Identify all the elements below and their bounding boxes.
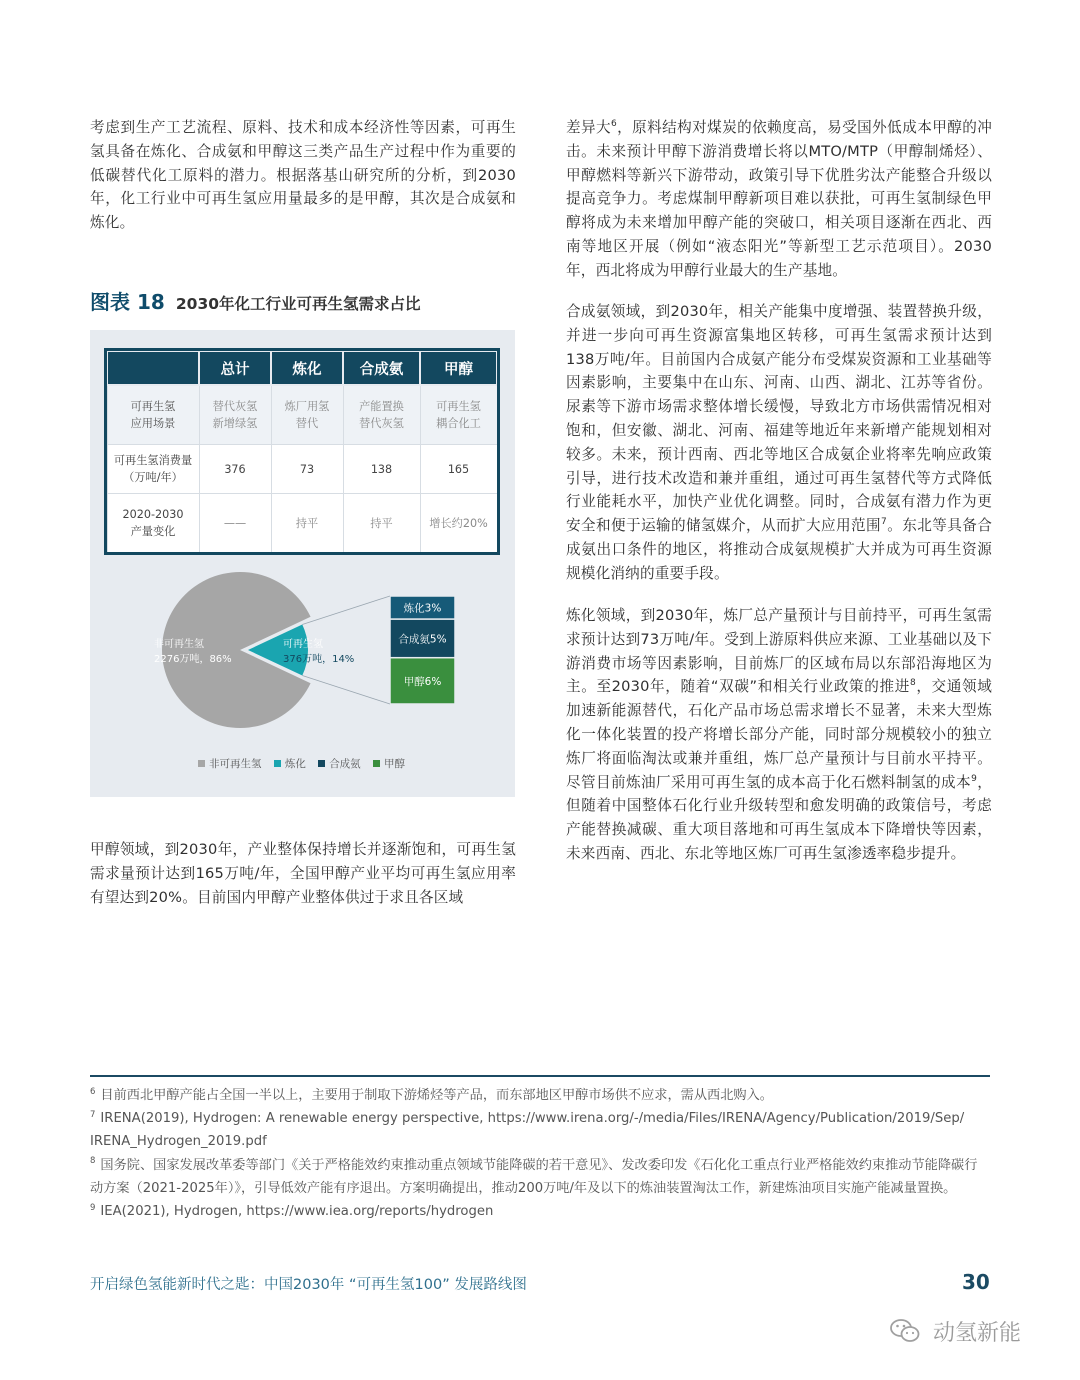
footnote-ref: 6 [611,119,617,130]
demand-table [106,350,498,553]
table-header-cell: 炼化 [271,351,343,385]
running-footer: 开启绿色氢能新时代之匙：中国2030年 “可再生氢100” 发展路线图 [90,1277,527,1293]
row-label: 可再生氢 应用场景 [107,385,199,445]
table-cell: 138 [343,445,420,494]
table-cell: 炼厂用氢 替代 [271,385,343,445]
table-cell: 替代灰氢 新增绿氢 [199,385,271,445]
page-number: 30 [962,1270,990,1294]
connector-line [302,596,390,624]
table-cell: 376 [199,445,271,494]
table-header-cell [107,351,199,385]
table-cell: 165 [420,445,497,494]
legend-swatch [318,760,325,767]
table-cell: 可再生氢 耦合化工 [420,385,497,445]
row-label: 2020-2030 产量变化 [107,494,199,553]
table-row [107,385,497,445]
table-cell: 持平 [343,494,420,553]
figure-panel [90,330,515,797]
table-row [107,494,497,553]
footnote: $^6$ 目前西北甲醇产能占全国一半以上，主要用于制取下游烯烃等产品，而东部地区甲醇市场供不应求，需从西北购入。 [90,1086,773,1103]
figure-caption: 2030年化工行业可再生氢需求占比 [175,295,421,313]
body-paragraph: 差异大$^6$，原料结构对煤炭的依赖度高，易受国外低成本甲醇的冲击。未来预计甲醇下游消费增长将以MTO/MTP（甲醇制烯烃）、甲醇燃料等新兴下游带动，政策引导下优胜劣汰产能整合升级以提高竞争力。考虑煤制甲醇新项目难以获批，可再生氢制绿色甲醇将成为未来增加甲醇产能的突破口，相关项目逐渐在西北、西南等地区开展（例如“液态阳光”等新型工艺示范项目）。2030年，西北将成为甲醇行业最大的生产基地。 [566,119,992,279]
body-paragraph [90,838,516,909]
table-header-cell: 总计 [199,351,271,385]
wechat-icon [890,1318,920,1350]
body-paragraph: 合成氨领域，到2030年，相关产能集中度增强、装置替换升级，并进一步向可再生资源富集地区转移，可再生氢需求预计达到138万吨/年。目前国内合成氨产能分布受煤炭资源和工业基础等因素影响，主要集中在山东、河南、山西、湖北、江苏等省份。尿素等下游市场需求整体增长缓慢，导致北方市场供需情况相对饱和，但安徽、湖北、河南、福建等地近年来新增产能规划相对较多。未来，预计西南、西北等地区合成氨企业将率先响应政策引导，进行技术改造和兼并重组，通过可再生氢替代等方式降低行业能耗水平，加快产业优化调整。同时，合成氨有潜力作为更安全和便于运输的储氢媒介，从而扩大应用范围$^7$。东北等具备合成氨出口条件的地区，将推动合成氨规模扩大并成为可再生资源规模化消纳的重要手段。 [566,303,992,582]
footnote: $^8$ 国务院、国家发展改革委等部门《关于严格能效约束推动重点领域节能降碳的若干意见》、发改委印发《石化化工重点行业严格能效约束推动节能降碳行动方案（2021-2025年）》，引导低效产能有序退出。方案明确提出，推动200万吨/年及以下的炼油装置淘汰工作，新建炼油项目实施产能减量置换。 [90,1156,978,1196]
legend-item: 非可再生氢 [198,756,262,771]
footnote-ref: 8 [909,678,916,689]
table-cell: 产能置换 替代灰氢 [343,385,420,445]
breakdown-bar-label: 甲醇6% [403,675,442,688]
table-header-cell: 合成氨 [343,351,420,385]
legend-item: 甲醇 [373,756,405,771]
legend-swatch [274,760,281,767]
footnote-ref: 9 [971,773,977,784]
figure-title [90,286,421,315]
footnotes [90,1084,990,1223]
paragraph-text: 甲醇领域，到2030年，产业整体保持增长并逐渐饱和，可再生氢需求量预计达到165万吨/年，全国甲醇产业平均可再生氢应用率有望达到20%。目前国内甲醇产业整体供过于求且各区域 [90,841,516,906]
pie-label: 可再生氢 [283,639,323,650]
row-label: 可再生氢消费量 （万吨/年） [107,445,199,494]
breakdown-bar-label: 炼化3% [403,602,442,615]
breakdown-bar-label: 合成氨5% [398,633,447,646]
pie-value-label: 2276万吨，86% [154,654,232,665]
table-row [107,445,497,494]
watermark [890,1316,1021,1350]
table-cell: 增长约20% [420,494,497,553]
legend-item: 炼化 [274,756,306,771]
footnote-divider [90,1075,990,1077]
table-header-cell: 甲醇 [420,351,497,385]
figure-number: 图表 18 [90,290,165,314]
legend-item: 合成氨 [318,756,361,771]
paragraph-text: 考虑到生产工艺流程、原料、技术和成本经济性等因素，可再生氢具备在炼化、合成氨和甲醇这三类产品生产过程中作为重要的低碳替代化工原料的潜力。根据落基山研究所的分析，到2030年，化工行业中可再生氢应用量最多的是甲醇，其次是合成氨和炼化。 [90,119,516,232]
legend-swatch [198,760,205,767]
footnote: $^9$ IEA(2021), Hydrogen, https://www.iea.org/reports/hydrogen [90,1202,494,1220]
chart-legend [198,756,414,771]
table-cell: 持平 [271,494,343,553]
watermark-text: 动氢新能 [933,1321,1022,1346]
table-cell: —— [199,494,271,553]
table-cell: 73 [271,445,343,494]
body-paragraph: 炼化领域，到2030年，炼厂总产量预计与目前持平，可再生氢需求预计达到73万吨/年。受到上游原料供应来源、工业基础以及下游消费市场等因素影响，目前炼厂的区域布局以东部沿海地区为主。至2030年，随着“双碳”和相关行业政策的推进$^8$，交通领域加速新能源替代，石化产品市场总需求增长不显著，未来大型炼化一体化装置的投产将增长部分产能，同时部分规模较小的独立炼厂将面临淘汰或兼并重组，炼厂总产量预计与目前水平持平。尽管目前炼油厂采用可再生氢的成本高于化石燃料制氢的成本$^9$，但随着中国整体石化行业升级转型和愈发明确的政策信号，考虑产能替换减碳、重大项目落地和可再生氢成本下降增快等因素，未来西南、西北、东北等地区炼厂可再生氢渗透率稳步提升。 [566,607,993,862]
footnote-ref: 7 [881,517,887,528]
body-paragraph [90,116,516,235]
pie-chart [90,570,515,760]
footnote: $^7$ IRENA(2019), Hydrogen: A renewable energy perspective, https://www.irena.org/-/media/Files/IRENA/Agency/Publication/2019/Sep/ IRENA_Hydrogen_2019.pdf [90,1109,965,1150]
pie-value-label: 376万吨，14% [283,654,355,665]
table-header-row [107,351,497,385]
legend-swatch [373,760,380,767]
connector-line [302,676,390,704]
pie-label: 非可再生氢 [154,639,204,650]
